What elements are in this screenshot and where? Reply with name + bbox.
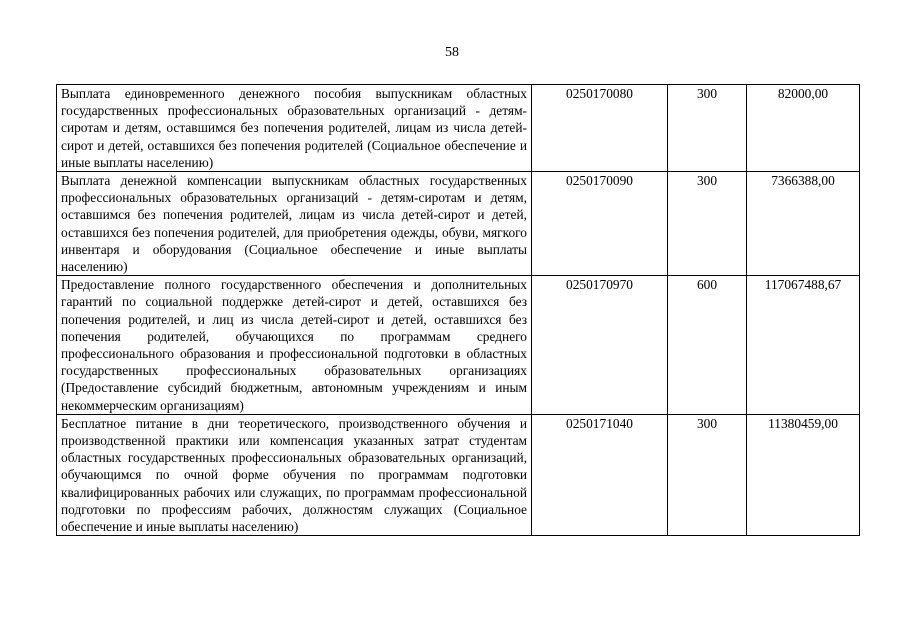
row-expense-type-cell: 300 [668,172,747,276]
row-expense-type-cell: 300 [668,414,747,535]
budget-table [56,84,860,536]
row-expense-type-cell: 600 [668,276,747,415]
row-amount-cell: 82000,00 [747,85,860,172]
row-name-cell: Бесплатное питание в дни теоретического, производственного обучения и производственной практики или компенсация указанных затрат студентам областных государственных профессиональных образовательных организаций, обучающимся по очной форме обучения по программам подготовки квалифицированных рабочих или служащих, по программам профессиональной подготовки по профессиям рабочих, должностям служащих (Социальное обеспечение и иные выплаты населению) [57,414,532,535]
row-expense-type-cell: 300 [668,85,747,172]
page-number: 58 [445,45,459,60]
row-amount-cell: 11380459,00 [747,414,860,535]
row-amount-cell: 117067488,67 [747,276,860,415]
row-name-cell: Выплата единовременного денежного пособия выпускникам областных государственных профессиональных образовательных организаций - детям-сиротам и детям, оставшимся без попечения родителей, лицам из числа детей-сирот и детей, оставшихся без попечения родителей (Социальное обеспечение и иные выплаты населению) [57,85,532,172]
table-row [57,414,860,535]
table-row [57,276,860,415]
row-code-cell: 0250170080 [532,85,668,172]
table-row [57,172,860,276]
row-code-cell: 0250171040 [532,414,668,535]
row-code-cell: 0250170090 [532,172,668,276]
row-amount-cell: 7366388,00 [747,172,860,276]
table-row [57,85,860,172]
row-code-cell: 0250170970 [532,276,668,415]
row-name-cell: Выплата денежной компенсации выпускникам областных государственных профессиональных образовательных организаций - детям-сиротам и детям, оставшимся без попечения родителей, лицам из числа детей-сирот и детей, оставшихся без попечения родителей, для приобретения одежды, обуви, мягкого инвентаря и оборудования (Социальное обеспечение и иные выплаты населению) [57,172,532,276]
row-name-cell: Предоставление полного государственного обеспечения и дополнительных гарантий по социальной поддержке детей-сирот и детей, оставшихся без попечения родителей, и лиц из числа детей-сирот и детей, оставшихся без попечения родителей, обучающихся по программам среднего профессионального образования и профессиональной подготовки в областных государственных профессиональных образовательных организациях (Предоставление субсидий бюджетным, автономным учреждениям и иным некоммерческим организациям) [57,276,532,415]
